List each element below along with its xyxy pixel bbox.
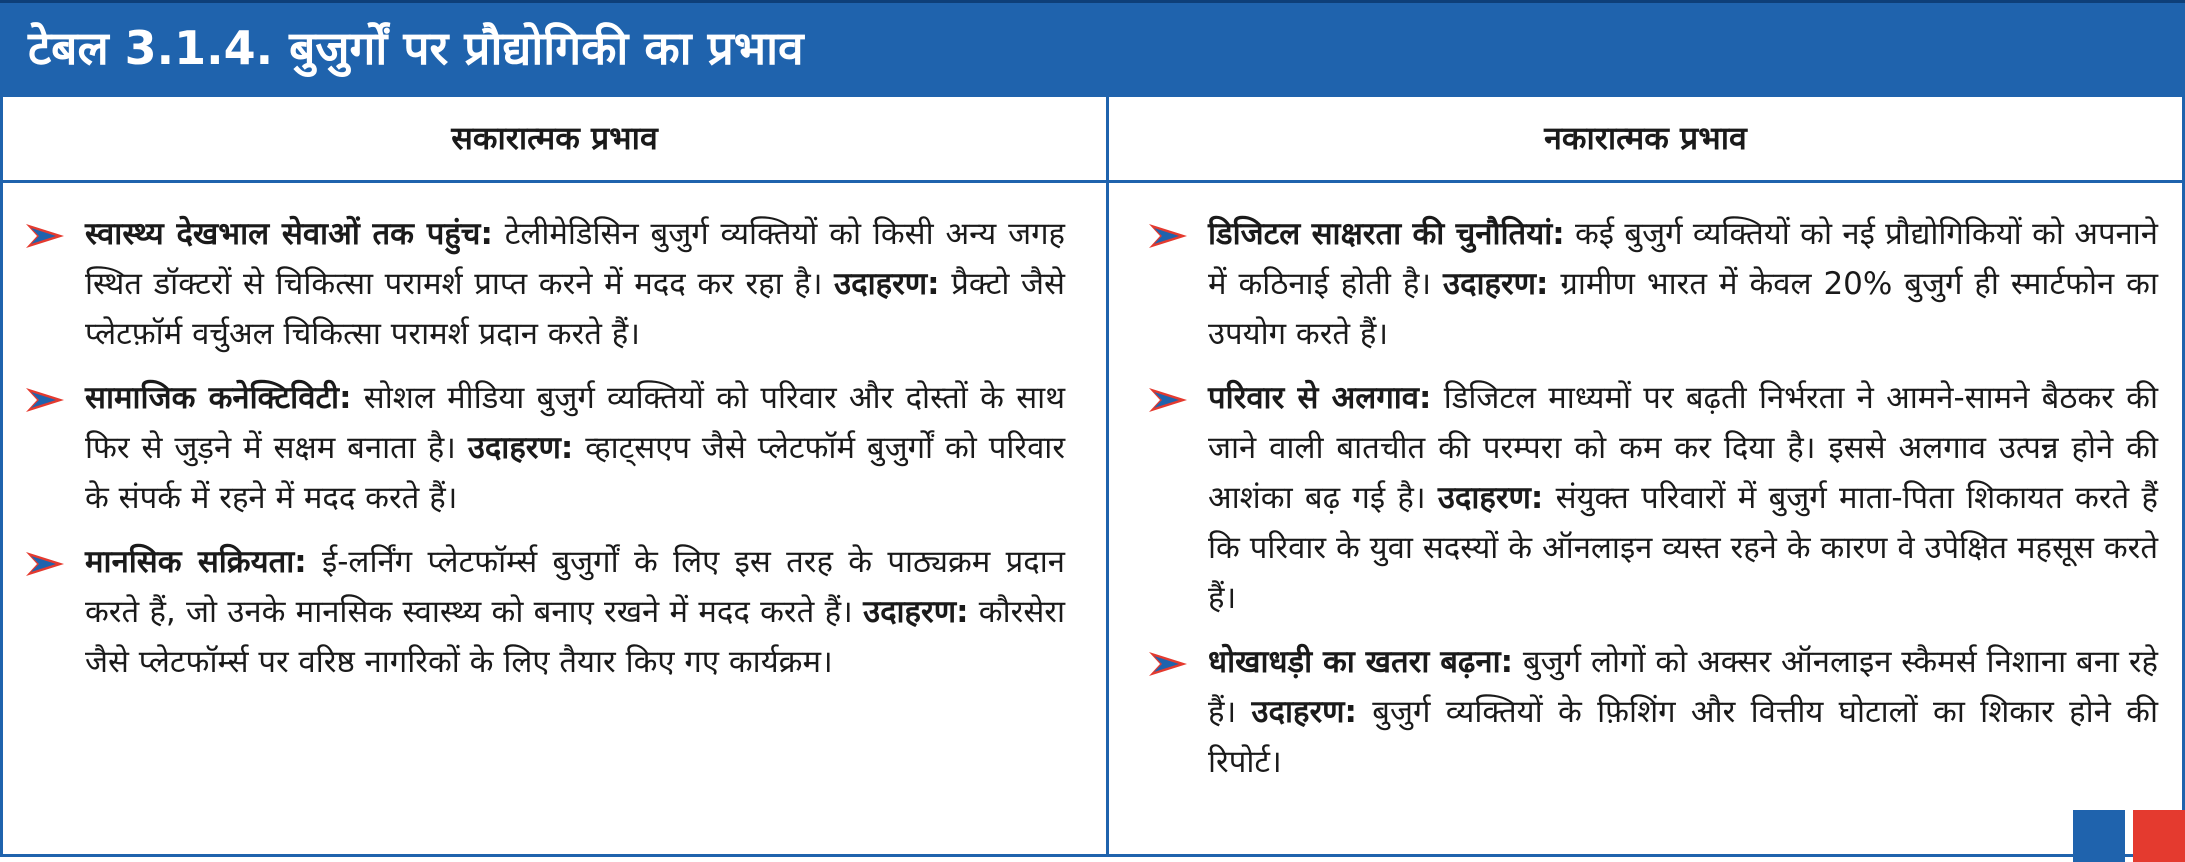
example-label: उदाहरण:	[467, 430, 574, 466]
item-text: सोशल मीडिया बुजुर्ग व्यक्तियों को परिवार और दोस्तों के साथ फिर से जुड़ने में सक्षम बनाता है।	[85, 380, 1066, 466]
item-heading: परिवार से अलगाव:	[1208, 380, 1432, 416]
example-label: उदाहरण:	[1437, 480, 1544, 516]
example-text: संयुक्त परिवारों में बुजुर्ग माता-पिता शिकायत करते हैं कि परिवार के युवा सदस्यों के ऑनलाइन व्यस्त रहने के कारण वे उपेक्षित महसूस करते हैं।	[1208, 480, 2158, 616]
item-heading: सामाजिक कनेक्टिविटी:	[85, 380, 352, 416]
positive-impact-list	[25, 209, 1065, 701]
item-heading: डिजिटल साक्षरता की चुनौतियां:	[1208, 216, 1565, 252]
list-item	[1148, 209, 2158, 359]
list-item	[1148, 637, 2158, 787]
arrow-bullet-icon	[1148, 223, 1188, 249]
negative-impact-header: नकारात्मक प्रभाव	[1544, 119, 1747, 157]
table-header-row	[3, 97, 2182, 183]
example-label: उदाहरण:	[863, 594, 969, 630]
example-text: प्रैक्टो जैसे प्लेटफ़ॉर्म वर्चुअल चिकित्सा परामर्श प्रदान करते हैं।	[85, 266, 1065, 352]
item-text: कई बुजुर्ग व्यक्तियों को नई प्रौद्योगिकियों को अपनाने में कठिनाई होती है।	[1208, 216, 2158, 302]
arrow-bullet-icon	[25, 387, 65, 413]
column-divider	[1106, 97, 1109, 854]
negative-impact-list	[1148, 209, 2158, 801]
corner-square-red	[2133, 810, 2185, 862]
positive-impact-header: सकारात्मक प्रभाव	[451, 119, 658, 157]
item-heading: स्वास्थ्य देखभाल सेवाओं तक पहुंच:	[85, 216, 493, 252]
example-text: व्हाट्सएप जैसे प्लेटफॉर्म बुजुर्गों को परिवार के संपर्क में रहने में मदद करते हैं।	[85, 430, 1066, 516]
example-text: कौरसेरा जैसे प्लेटफॉर्म्स पर वरिष्ठ नागरिकों के लिए तैयार किए गए कार्यक्रम।	[85, 594, 1065, 680]
example-label: उदाहरण:	[1443, 266, 1549, 302]
item-text: बुजुर्ग लोगों को अक्सर ऑनलाइन स्कैमर्स निशाना बना रहे हैं।	[1208, 644, 2158, 730]
corner-square-blue	[2073, 810, 2125, 862]
list-item	[1148, 373, 2158, 623]
item-heading: धोखाधड़ी का खतरा बढ़ना:	[1208, 644, 1514, 680]
arrow-bullet-icon	[25, 223, 65, 249]
list-item	[25, 373, 1065, 523]
example-text: बुजुर्ग व्यक्तियों के फ़िशिंग और वित्तीय घोटालों का शिकार होने की रिपोर्ट।	[1208, 694, 2158, 780]
item-text: टेलीमेडिसिन बुजुर्ग व्यक्तियों को किसी अन्य जगह स्थित डॉक्टरों से चिकित्सा परामर्श प्राप्त करने में मदद कर रहा है।	[85, 216, 1065, 302]
list-item	[25, 537, 1065, 687]
arrow-bullet-icon	[1148, 387, 1188, 413]
example-label: उदाहरण:	[834, 266, 940, 302]
example-text: ग्रामीण भारत में केवल 20% बुजुर्ग ही स्मार्टफोन का उपयोग करते हैं।	[1208, 266, 2158, 352]
item-text: डिजिटल माध्यमों पर बढ़ती निर्भरता ने आमने-सामने बैठकर की जाने वाली बातचीत की परम्परा को कम कर दिया है। इससे अलगाव उत्पन्न होने की आशंका बढ़ गई है।	[1208, 380, 2158, 516]
example-label: उदाहरण:	[1251, 694, 1357, 730]
item-heading: मानसिक सक्रियता:	[85, 544, 307, 580]
arrow-bullet-icon	[1148, 651, 1188, 677]
arrow-bullet-icon	[25, 551, 65, 577]
item-text: ई-लर्निंग प्लेटफॉर्म्स बुजुर्गों के लिए इस तरह के पाठ्यक्रम प्रदान करते हैं, जो उनके मानसिक स्वास्थ्य को बनाए रखने में मदद करते हैं।	[85, 544, 1066, 630]
table-title: टेबल 3.1.4. बुजुर्गों पर प्रौद्योगिकी का प्रभाव	[0, 0, 2185, 97]
list-item	[25, 209, 1065, 359]
